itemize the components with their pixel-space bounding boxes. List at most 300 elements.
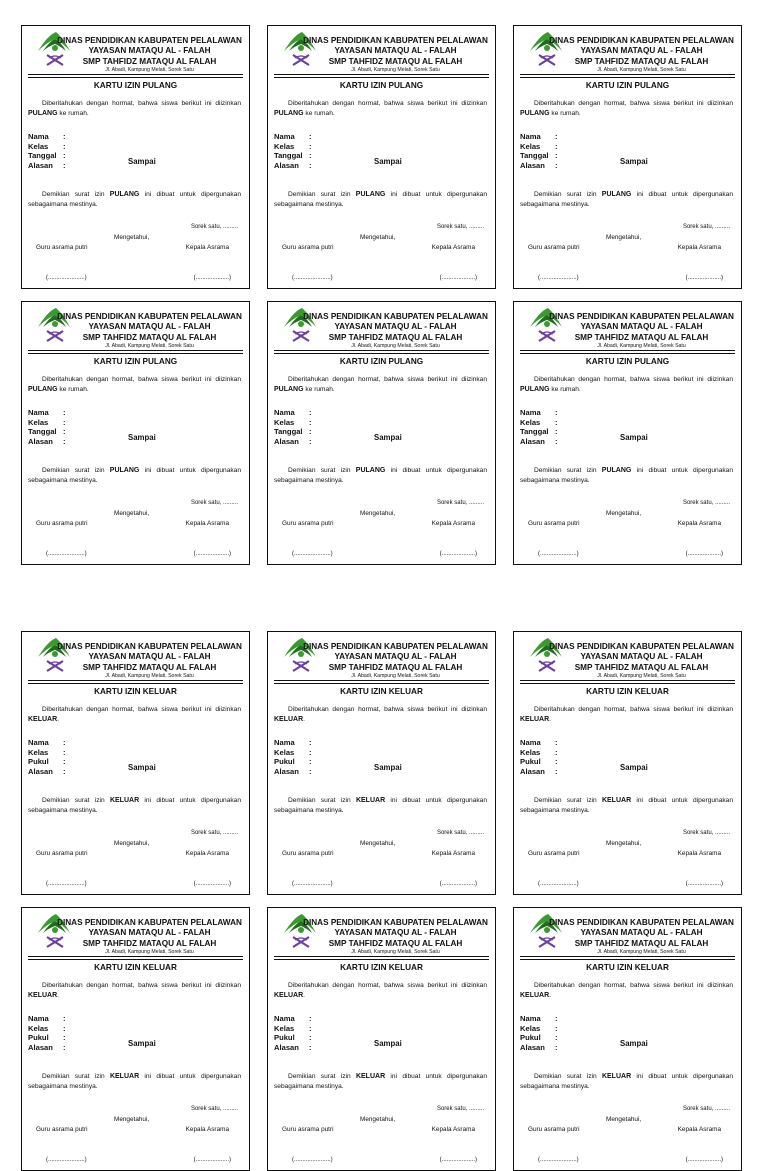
permit-card (21, 301, 250, 565)
field-row: Pukul : (274, 1033, 312, 1043)
field-row: Pukul : (520, 1033, 558, 1043)
organization-name (52, 918, 247, 956)
school-name: SMP TAHFIDZ MATAQU AL FALAH (574, 938, 709, 948)
permit-keyword: PULANG (520, 110, 550, 117)
signature-line-right: (....................) (685, 881, 723, 887)
agency-name: DINAS PENDIDIKAN KABUPATEN PELALAWAN (303, 642, 488, 651)
signer-left: Guru asrama putri (36, 850, 88, 857)
permit-keyword: PULANG (109, 191, 140, 198)
school-name: SMP TAHFIDZ MATAQU AL FALAH (328, 56, 463, 66)
school-name: SMP TAHFIDZ MATAQU AL FALAH (82, 56, 217, 66)
signer-right: Kepala Asrama (431, 520, 475, 527)
field-label: Alasan (274, 160, 299, 170)
header-divider (28, 956, 243, 960)
field-label: Tanggal (28, 427, 57, 437)
place-date: Sorek satu, ......... (682, 830, 730, 836)
agency-name: DINAS PENDIDIKAN KABUPATEN PELALAWAN (549, 918, 734, 927)
closing-text: Demikian surat izin KELUAR ini dibuat untuk dipergunakan sebagaimana mestinya. (274, 797, 488, 814)
permit-card (267, 301, 496, 565)
field-row: Tanggal : (28, 427, 66, 437)
intro-text: Diberitahukan dengan hormat, bahwa siswa berikut ini diizinkan KELUAR. (520, 982, 733, 999)
student-fields (274, 1014, 312, 1052)
closing-text: Demikian surat izin KELUAR ini dibuat untuk dipergunakan sebagaimana mestinya. (520, 1073, 734, 1090)
field-label: Tanggal (520, 151, 549, 161)
field-row: Nama : (274, 738, 312, 747)
card-title: KARTU IZIN PULANG (93, 81, 178, 90)
field-row: Kelas : (520, 141, 558, 151)
field-label: Nama (28, 408, 49, 417)
permit-keyword: KELUAR (28, 716, 58, 723)
signer-right: Kepala Asrama (185, 520, 229, 527)
field-label: Kelas (274, 417, 295, 427)
permit-keyword: PULANG (28, 110, 58, 117)
field-label: Alasan (520, 766, 545, 776)
intro-text: Diberitahukan dengan hormat, bahwa siswa berikut ini diizinkan PULANG ke rumah. (28, 100, 241, 117)
signature-line-right: (....................) (439, 551, 477, 557)
school-address: Jl. Abadi, Kampung Melati, Sorek Satu (597, 949, 686, 956)
closing-text: Demikian surat izin KELUAR ini dibuat untuk dipergunakan sebagaimana mestinya. (520, 797, 734, 814)
signature-line-right: (....................) (193, 275, 231, 281)
field-row: Kelas : (274, 1023, 312, 1033)
student-fields (28, 738, 66, 776)
organization-name (544, 642, 739, 680)
card-title: KARTU IZIN KELUAR (586, 963, 669, 972)
acknowledged-label: Mengetahui, (360, 234, 396, 241)
field-label: Kelas (28, 1023, 49, 1033)
field-label: Pukul (28, 757, 49, 767)
card-title: KARTU IZIN KELUAR (340, 687, 423, 696)
intro-text: Diberitahukan dengan hormat, bahwa siswa berikut ini diizinkan KELUAR. (274, 982, 487, 999)
agency-name: DINAS PENDIDIKAN KABUPATEN PELALAWAN (303, 312, 488, 321)
card-title: KARTU IZIN PULANG (339, 357, 424, 366)
foundation-name: YAYASAN MATAQU AL - FALAH (580, 46, 703, 56)
permit-keyword: PULANG (274, 386, 304, 393)
card-header (514, 26, 741, 78)
school-address: Jl. Abadi, Kampung Melati, Sorek Satu (351, 673, 440, 680)
card-title: KARTU IZIN PULANG (93, 357, 178, 366)
signer-right: Kepala Asrama (677, 850, 721, 857)
school-address: Jl. Abadi, Kampung Melati, Sorek Satu (105, 949, 194, 956)
header-divider (274, 680, 489, 684)
field-row: Alasan : (520, 436, 558, 446)
field-row: Alasan : (274, 766, 312, 776)
permit-card (21, 631, 250, 895)
header-divider (28, 680, 243, 684)
foundation-name: YAYASAN MATAQU AL - FALAH (88, 928, 211, 938)
signature-line-left: (......................) (292, 551, 333, 557)
place-date: Sorek satu, ......... (436, 224, 484, 230)
organization-name (544, 918, 739, 956)
field-label: Nama (274, 738, 295, 747)
school-address: Jl. Abadi, Kampung Melati, Sorek Satu (351, 67, 440, 74)
field-label: Nama (28, 1014, 49, 1023)
permit-card (21, 907, 250, 1171)
field-row: Kelas : (28, 417, 66, 427)
place-date: Sorek satu, ......... (190, 830, 238, 836)
place-date: Sorek satu, ......... (190, 1106, 238, 1112)
intro-text: Diberitahukan dengan hormat, bahwa siswa berikut ini diizinkan PULANG ke rumah. (520, 376, 733, 393)
field-label: Kelas (274, 141, 295, 151)
permit-keyword: KELUAR (274, 992, 304, 999)
place-date: Sorek satu, ......... (682, 224, 730, 230)
agency-name: DINAS PENDIDIKAN KABUPATEN PELALAWAN (57, 312, 242, 321)
field-label: Nama (520, 132, 541, 141)
signer-left: Guru asrama putri (36, 1126, 88, 1133)
field-label: Nama (274, 132, 295, 141)
field-label: Alasan (28, 1042, 53, 1052)
school-name: SMP TAHFIDZ MATAQU AL FALAH (574, 662, 709, 672)
card-header (514, 908, 741, 960)
field-row: Kelas : (274, 747, 312, 757)
field-label: Nama (28, 738, 49, 747)
header-divider (274, 350, 489, 354)
foundation-name: YAYASAN MATAQU AL - FALAH (580, 322, 703, 332)
closing-text: Demikian surat izin PULANG ini dibuat untuk dipergunakan sebagaimana mestinya. (274, 191, 488, 208)
school-address: Jl. Abadi, Kampung Melati, Sorek Satu (351, 343, 440, 350)
field-row: Tanggal : (520, 427, 558, 437)
field-label: Pukul (28, 1033, 49, 1043)
signer-right: Kepala Asrama (431, 1126, 475, 1133)
intro-text: Diberitahukan dengan hormat, bahwa siswa berikut ini diizinkan KELUAR. (28, 982, 241, 999)
field-row: Nama : (28, 738, 66, 747)
school-address: Jl. Abadi, Kampung Melati, Sorek Satu (105, 673, 194, 680)
school-name: SMP TAHFIDZ MATAQU AL FALAH (328, 332, 463, 342)
field-label: Kelas (28, 141, 49, 151)
student-fields (520, 132, 558, 170)
organization-name (52, 642, 247, 680)
signature-line-right: (....................) (193, 551, 231, 557)
field-row: Kelas : (28, 747, 66, 757)
permit-card (513, 631, 742, 895)
permit-keyword: KELUAR (520, 716, 550, 723)
field-label: Pukul (520, 1033, 541, 1043)
signer-right: Kepala Asrama (677, 520, 721, 527)
school-name: SMP TAHFIDZ MATAQU AL FALAH (574, 332, 709, 342)
field-label: Kelas (520, 417, 541, 427)
permit-keyword: PULANG (28, 386, 58, 393)
field-label: Alasan (520, 160, 545, 170)
organization-name (298, 642, 493, 680)
permit-card (21, 25, 250, 289)
permit-keyword: KELUAR (109, 797, 140, 804)
student-fields (520, 408, 558, 446)
field-label: Nama (520, 408, 541, 417)
signer-right: Kepala Asrama (431, 244, 475, 251)
student-fields (274, 132, 312, 170)
permit-card (267, 631, 496, 895)
school-address: Jl. Abadi, Kampung Melati, Sorek Satu (105, 67, 194, 74)
school-name: SMP TAHFIDZ MATAQU AL FALAH (328, 938, 463, 948)
card-header (22, 302, 249, 354)
field-row: Alasan : (274, 436, 312, 446)
header-divider (274, 74, 489, 78)
field-label: Nama (28, 132, 49, 141)
field-row: Alasan : (28, 1042, 66, 1052)
card-title: KARTU IZIN KELUAR (94, 963, 177, 972)
permit-keyword: KELUAR (28, 992, 58, 999)
intro-text: Diberitahukan dengan hormat, bahwa siswa berikut ini diizinkan KELUAR. (274, 706, 487, 723)
place-date: Sorek satu, ......... (682, 1106, 730, 1112)
field-row: Alasan : (274, 160, 312, 170)
organization-name (544, 312, 739, 350)
signature-line-left: (......................) (46, 881, 87, 887)
field-row: Tanggal : (28, 151, 66, 161)
foundation-name: YAYASAN MATAQU AL - FALAH (88, 46, 211, 56)
signer-right: Kepala Asrama (677, 244, 721, 251)
sampai-label: Sampai (374, 763, 402, 772)
closing-text: Demikian surat izin PULANG ini dibuat untuk dipergunakan sebagaimana mestinya. (520, 191, 734, 208)
field-label: Tanggal (28, 151, 57, 161)
organization-name (298, 918, 493, 956)
field-row: Pukul : (520, 757, 558, 767)
place-date: Sorek satu, ......... (190, 500, 238, 506)
signature-line-right: (....................) (439, 881, 477, 887)
field-row: Kelas : (520, 747, 558, 757)
card-title: KARTU IZIN KELUAR (94, 687, 177, 696)
field-row: Kelas : (274, 417, 312, 427)
acknowledged-label: Mengetahui, (360, 1116, 396, 1123)
field-row: Alasan : (28, 436, 66, 446)
field-row: Nama : (274, 132, 312, 141)
closing-text: Demikian surat izin PULANG ini dibuat untuk dipergunakan sebagaimana mestinya. (28, 191, 242, 208)
signature-line-left: (......................) (46, 275, 87, 281)
signature-line-right: (....................) (685, 1157, 723, 1163)
card-header (268, 632, 495, 684)
student-fields (274, 408, 312, 446)
acknowledged-label: Mengetahui, (360, 510, 396, 517)
permit-keyword: KELUAR (520, 992, 550, 999)
permit-card (513, 907, 742, 1171)
school-name: SMP TAHFIDZ MATAQU AL FALAH (82, 938, 217, 948)
sampai-label: Sampai (128, 433, 156, 442)
place-date: Sorek satu, ......... (436, 830, 484, 836)
signature-line-right: (....................) (685, 275, 723, 281)
signer-right: Kepala Asrama (185, 850, 229, 857)
intro-text: Diberitahukan dengan hormat, bahwa siswa berikut ini diizinkan PULANG ke rumah. (28, 376, 241, 393)
header-divider (520, 680, 735, 684)
agency-name: DINAS PENDIDIKAN KABUPATEN PELALAWAN (549, 312, 734, 321)
field-row: Pukul : (28, 1033, 66, 1043)
field-label: Alasan (274, 436, 299, 446)
organization-name (298, 312, 493, 350)
field-row: Kelas : (520, 417, 558, 427)
sampai-label: Sampai (620, 433, 648, 442)
closing-text: Demikian surat izin KELUAR ini dibuat untuk dipergunakan sebagaimana mestinya. (28, 1073, 242, 1090)
foundation-name: YAYASAN MATAQU AL - FALAH (334, 46, 457, 56)
acknowledged-label: Mengetahui, (606, 234, 642, 241)
card-header (268, 908, 495, 960)
intro-text: Diberitahukan dengan hormat, bahwa siswa berikut ini diizinkan PULANG ke rumah. (274, 376, 487, 393)
sampai-label: Sampai (374, 433, 402, 442)
signature-line-right: (....................) (439, 275, 477, 281)
organization-name (52, 36, 247, 74)
sampai-label: Sampai (374, 1039, 402, 1048)
signer-left: Guru asrama putri (282, 244, 334, 251)
field-row: Tanggal : (520, 151, 558, 161)
foundation-name: YAYASAN MATAQU AL - FALAH (580, 928, 703, 938)
signature-line-left: (......................) (46, 551, 87, 557)
field-row: Tanggal : (274, 151, 312, 161)
field-row: Pukul : (274, 757, 312, 767)
permit-keyword: PULANG (109, 467, 140, 474)
field-row: Kelas : (520, 1023, 558, 1033)
signer-left: Guru asrama putri (36, 244, 88, 251)
card-header (268, 26, 495, 78)
card-header (22, 632, 249, 684)
organization-name (544, 36, 739, 74)
signer-right: Kepala Asrama (431, 850, 475, 857)
acknowledged-label: Mengetahui, (606, 510, 642, 517)
card-header (22, 908, 249, 960)
field-label: Pukul (274, 757, 295, 767)
foundation-name: YAYASAN MATAQU AL - FALAH (334, 322, 457, 332)
agency-name: DINAS PENDIDIKAN KABUPATEN PELALAWAN (549, 642, 734, 651)
acknowledged-label: Mengetahui, (114, 234, 150, 241)
acknowledged-label: Mengetahui, (114, 840, 150, 847)
signature-line-right: (....................) (193, 881, 231, 887)
closing-text: Demikian surat izin PULANG ini dibuat untuk dipergunakan sebagaimana mestinya. (274, 467, 488, 484)
place-date: Sorek satu, ......... (436, 1106, 484, 1112)
signature-line-right: (....................) (193, 1157, 231, 1163)
school-address: Jl. Abadi, Kampung Melati, Sorek Satu (597, 673, 686, 680)
sampai-label: Sampai (374, 157, 402, 166)
agency-name: DINAS PENDIDIKAN KABUPATEN PELALAWAN (303, 36, 488, 45)
school-name: SMP TAHFIDZ MATAQU AL FALAH (328, 662, 463, 672)
field-label: Alasan (520, 1042, 545, 1052)
field-label: Kelas (520, 747, 541, 757)
field-row: Kelas : (274, 141, 312, 151)
field-label: Kelas (520, 1023, 541, 1033)
field-label: Kelas (274, 747, 295, 757)
signature-line-left: (......................) (538, 275, 579, 281)
card-title: KARTU IZIN PULANG (585, 81, 670, 90)
field-label: Tanggal (274, 151, 303, 161)
acknowledged-label: Mengetahui, (114, 510, 150, 517)
student-fields (28, 408, 66, 446)
agency-name: DINAS PENDIDIKAN KABUPATEN PELALAWAN (57, 36, 242, 45)
foundation-name: YAYASAN MATAQU AL - FALAH (88, 652, 211, 662)
header-divider (520, 74, 735, 78)
acknowledged-label: Mengetahui, (606, 1116, 642, 1123)
field-label: Kelas (520, 141, 541, 151)
foundation-name: YAYASAN MATAQU AL - FALAH (88, 322, 211, 332)
signer-left: Guru asrama putri (528, 1126, 580, 1133)
field-label: Pukul (274, 1033, 295, 1043)
signer-right: Kepala Asrama (677, 1126, 721, 1133)
sampai-label: Sampai (620, 157, 648, 166)
field-row: Nama : (28, 408, 66, 417)
card-header (22, 26, 249, 78)
card-title: KARTU IZIN PULANG (585, 357, 670, 366)
closing-text: Demikian surat izin KELUAR ini dibuat untuk dipergunakan sebagaimana mestinya. (28, 797, 242, 814)
field-row: Kelas : (28, 1023, 66, 1033)
school-address: Jl. Abadi, Kampung Melati, Sorek Satu (351, 949, 440, 956)
field-row: Tanggal : (274, 427, 312, 437)
field-row: Alasan : (520, 1042, 558, 1052)
field-label: Tanggal (520, 427, 549, 437)
field-row: Nama : (520, 132, 558, 141)
permit-keyword: KELUAR (355, 797, 386, 804)
foundation-name: YAYASAN MATAQU AL - FALAH (580, 652, 703, 662)
permit-keyword: KELUAR (355, 1073, 386, 1080)
signature-line-right: (....................) (685, 551, 723, 557)
field-row: Alasan : (520, 160, 558, 170)
permit-keyword: KELUAR (601, 1073, 632, 1080)
field-label: Nama (274, 1014, 295, 1023)
agency-name: DINAS PENDIDIKAN KABUPATEN PELALAWAN (57, 918, 242, 927)
signer-left: Guru asrama putri (282, 520, 334, 527)
signature-line-left: (......................) (292, 881, 333, 887)
field-row: Nama : (520, 738, 558, 747)
organization-name (298, 36, 493, 74)
school-name: SMP TAHFIDZ MATAQU AL FALAH (82, 332, 217, 342)
permit-card (267, 907, 496, 1171)
signature-line-left: (......................) (538, 551, 579, 557)
school-name: SMP TAHFIDZ MATAQU AL FALAH (574, 56, 709, 66)
header-divider (28, 350, 243, 354)
intro-text: Diberitahukan dengan hormat, bahwa siswa berikut ini diizinkan KELUAR. (520, 706, 733, 723)
signer-left: Guru asrama putri (528, 850, 580, 857)
permit-keyword: KELUAR (274, 716, 304, 723)
permit-keyword: PULANG (601, 467, 632, 474)
field-label: Kelas (274, 1023, 295, 1033)
organization-name (52, 312, 247, 350)
field-label: Alasan (274, 1042, 299, 1052)
signer-left: Guru asrama putri (528, 520, 580, 527)
school-address: Jl. Abadi, Kampung Melati, Sorek Satu (597, 67, 686, 74)
student-fields (520, 738, 558, 776)
place-date: Sorek satu, ......... (190, 224, 238, 230)
header-divider (520, 956, 735, 960)
school-name: SMP TAHFIDZ MATAQU AL FALAH (82, 662, 217, 672)
acknowledged-label: Mengetahui, (114, 1116, 150, 1123)
signature-line-left: (......................) (46, 1157, 87, 1163)
sampai-label: Sampai (128, 763, 156, 772)
card-title: KARTU IZIN KELUAR (340, 963, 423, 972)
field-label: Alasan (28, 766, 53, 776)
header-divider (520, 350, 735, 354)
agency-name: DINAS PENDIDIKAN KABUPATEN PELALAWAN (549, 36, 734, 45)
sampai-label: Sampai (620, 763, 648, 772)
intro-text: Diberitahukan dengan hormat, bahwa siswa berikut ini diizinkan KELUAR. (28, 706, 241, 723)
sampai-label: Sampai (128, 1039, 156, 1048)
intro-text: Diberitahukan dengan hormat, bahwa siswa berikut ini diizinkan PULANG ke rumah. (274, 100, 487, 117)
student-fields (520, 1014, 558, 1052)
signer-right: Kepala Asrama (185, 244, 229, 251)
student-fields (28, 1014, 66, 1052)
permit-card (267, 25, 496, 289)
field-row: Nama : (520, 408, 558, 417)
permit-keyword: PULANG (355, 467, 386, 474)
permit-keyword: PULANG (274, 110, 304, 117)
field-label: Alasan (28, 160, 53, 170)
foundation-name: YAYASAN MATAQU AL - FALAH (334, 928, 457, 938)
header-divider (274, 956, 489, 960)
closing-text: Demikian surat izin KELUAR ini dibuat untuk dipergunakan sebagaimana mestinya. (274, 1073, 488, 1090)
field-label: Nama (274, 408, 295, 417)
foundation-name: YAYASAN MATAQU AL - FALAH (334, 652, 457, 662)
field-label: Nama (520, 738, 541, 747)
card-title: KARTU IZIN KELUAR (586, 687, 669, 696)
permit-keyword: KELUAR (601, 797, 632, 804)
field-label: Alasan (28, 436, 53, 446)
permit-keyword: PULANG (355, 191, 386, 198)
field-label: Tanggal (274, 427, 303, 437)
signature-line-left: (......................) (538, 881, 579, 887)
school-address: Jl. Abadi, Kampung Melati, Sorek Satu (105, 343, 194, 350)
field-row: Alasan : (520, 766, 558, 776)
permit-card (513, 25, 742, 289)
